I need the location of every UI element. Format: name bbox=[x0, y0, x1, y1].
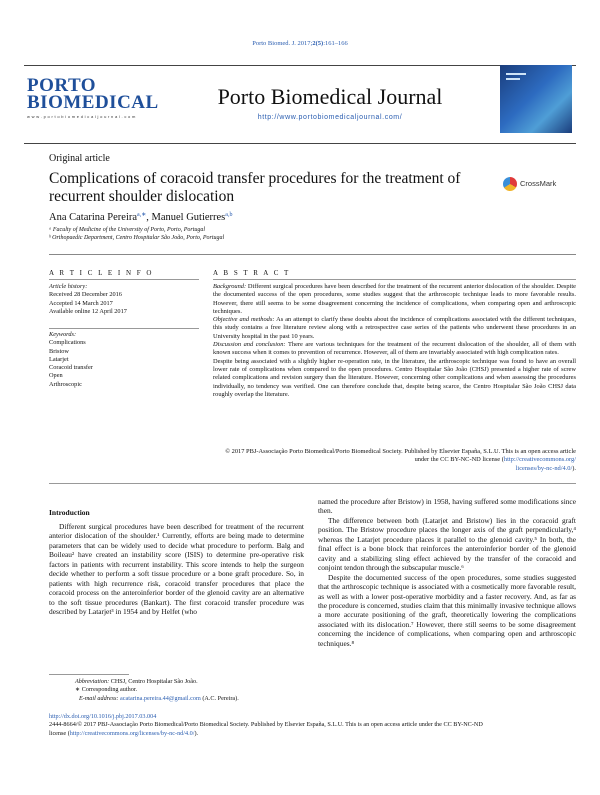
abstract-copyright: © 2017 PBJ-Associação Porto Biomedical/Porto Biomedical Society. Published by Elsevier España, S.L.U. This is an open access article under the CC BY-NC-ND license (http://creativecommons.org/ licenses/by-nc-nd/4.0/). bbox=[225, 448, 576, 472]
journal-url[interactable]: http://www.portobiomedicaljournal.com/ bbox=[257, 114, 403, 121]
footnote-corresponding: ∗ Corresponding author. bbox=[75, 686, 138, 694]
crossmark-badge[interactable] bbox=[503, 177, 573, 193]
abstract-rule bbox=[213, 279, 576, 280]
license-link[interactable]: http://creativecommons.org/licenses/by-nc-nd/4.0/ bbox=[69, 729, 195, 737]
affiliation-b: ᵇ Orthopaedic Department, Centro Hospitalar São João, Porto, Portugal bbox=[49, 235, 225, 241]
history-label: Article history: bbox=[49, 283, 88, 290]
body-column-left bbox=[49, 522, 304, 617]
license-line: 2444-8664/© 2017 PBJ-Associação Porto Biomedical/Porto Biomedical Society. Published by Elsevier España, S.L.U. This is an open access article under the CC BY-NC-ND bbox=[49, 721, 483, 729]
section-heading-introduction: Introduction bbox=[49, 508, 90, 517]
front-matter-rule bbox=[49, 254, 576, 255]
header-rule-top bbox=[24, 65, 576, 66]
license-link[interactable]: licenses/by-nc-nd/4.0/ bbox=[515, 464, 573, 472]
author-name: Ana Catarina Pereira bbox=[49, 212, 138, 223]
author-name: Manuel Gutierres bbox=[151, 212, 226, 223]
keywords bbox=[49, 331, 199, 389]
history-online: Available online 12 April 2017 bbox=[49, 307, 127, 315]
abstract-background: Background: Different surgical procedures have been described for the treatment of the recurrent anterior dislocation of the shoulder. Despite the documented success of the open procedures, some studies suggest that the arthroscopic technique leads to more favorable results. However, there still seems to be some disagreement concerning the incidence of complications, when comparing open and arthroscopic techniques. bbox=[213, 283, 576, 315]
article-info-heading: A R T I C L E I N F O bbox=[49, 269, 154, 277]
article-type: Original article bbox=[49, 153, 110, 164]
body-paragraph: Different surgical procedures have been described for treatment of the recurrent anterior dislocation of the shoulder.¹ Currently, efforts are being made to determine parameters that can be widely used to decide what procedure to perform. Balg and Boileau² have created an instability score (ISIS) to determine pre-operative risk factors in patients with recurrent instability. This score intends to help the surgeon decide whether to perform a soft tissue procedure or a bone graft procedure. So, in patients with high recurrence risk, coracoid transfer procedures that place the coracoid process on the anteroinferior border of the glenoid cavity are an alternative to the soft tissue procedures (Bankart). The first coracoid transfer procedure was described by Latarjet³ in 1954 and by Helfet (who bbox=[49, 522, 304, 617]
abstract-objective: Objective and methods: As an attempt to clarify these doubts about the incidence of complications associated with the different techniques, this study contains a free literature review along with a retrospective case series of the patients who underwent these procedures in an University hospital in the past 10 years. bbox=[213, 316, 576, 340]
author-separator: , bbox=[146, 212, 152, 223]
author-affiliation-mark[interactable]: a,∗ bbox=[137, 212, 147, 218]
affiliation-a: ᵃ Faculty of Medicine of the University of Porto, Porto, Portugal bbox=[49, 227, 206, 233]
keyword-item: Complications bbox=[49, 339, 86, 347]
abstract-heading: A B S T R A C T bbox=[213, 269, 291, 277]
keyword-item: Arthroscopic bbox=[49, 380, 82, 388]
keyword-item: Latarjet bbox=[49, 355, 69, 363]
article-history bbox=[49, 283, 199, 316]
abstract-paragraph-2: Despite being associated with a slightly higher re-operation rate, in the literature, the arthroscopic technique was found to have an overall lower rate of complications when compared to the open procedures. Centro Hospitalar São João (CHSJ) presented a higher rate of screw related complications and revision surgery than the literature. However, concerning other complications and when assessing the procedures individually, no tendency was verified. One can therefore conclude that, despite being scarce, the Centro Hospitalar São João CHSJ data roughly overlap the literature. bbox=[213, 357, 576, 398]
citation-pages[interactable]: :161–166 bbox=[323, 40, 348, 47]
keyword-item: Open bbox=[49, 372, 63, 380]
abstract-rule-bottom bbox=[49, 483, 576, 484]
author-affiliation-mark[interactable]: a,b bbox=[225, 212, 233, 218]
citation-prefix[interactable]: Porto Biomed. J. 2017; bbox=[252, 40, 313, 47]
doi-link[interactable]: http://dx.doi.org/10.1016/j.pbj.2017.03.004 bbox=[49, 713, 157, 720]
body-column-right bbox=[318, 497, 576, 648]
crossmark-icon bbox=[503, 177, 517, 191]
footnote-rule bbox=[49, 674, 129, 675]
article-info-rule bbox=[49, 279, 199, 280]
body-paragraph: The difference between both (Latarjet and Bristow) lies in the coracoid graft position. The Bristow procedure places the longer axis of the graft perpendicularly,⁴ whereas the Latarjet procedure places it parallel to the glenoid cavity.⁵ In both, the final effect is a bone block that reinforces the anteroinferior border of the glenoid cavity and a stabilizing sling effect achieved by the transfer of the coracoid and conjoint tendon through the subscapular muscle.⁶ bbox=[318, 515, 576, 573]
logo-line-2: BIOMEDICAL bbox=[27, 92, 159, 113]
running-citation bbox=[0, 40, 600, 47]
history-accepted: Accepted 14 March 2017 bbox=[49, 299, 113, 307]
footnote-email: E-mail address: acatarina.pereira.44@gmail.com (A.C. Pereira). bbox=[79, 694, 239, 702]
history-rule bbox=[49, 328, 199, 329]
crossmark-label: CrossMark bbox=[520, 179, 557, 188]
keyword-item: Bristow bbox=[49, 347, 69, 355]
logo-line-1: PORTO bbox=[27, 75, 97, 96]
abstract-discussion: Discussion and conclusion: There are various techniques for the treatment of the recurrent dislocation of the shoulder, all of them with known success when it comes to prevention of recurrence. However, all of them are invariably associated with high complication rates. bbox=[213, 341, 576, 357]
license-link[interactable]: http://creativecommons.org/ bbox=[503, 456, 576, 464]
citation-issue[interactable]: 2(5) bbox=[312, 40, 324, 47]
journal-cover-image bbox=[500, 65, 572, 133]
doi-license-block bbox=[49, 713, 576, 738]
keyword-item: Coracoid transfer bbox=[49, 364, 93, 372]
header-rule-bottom bbox=[24, 143, 576, 144]
footnotes bbox=[49, 678, 309, 703]
author-list bbox=[49, 211, 232, 223]
abstract-body bbox=[213, 283, 576, 399]
license-line-2: license (http://creativecommons.org/licenses/by-nc-nd/4.0/). bbox=[49, 729, 199, 737]
history-received: Received 28 December 2016 bbox=[49, 291, 122, 299]
body-paragraph: named the procedure after Bristow) in 1958, having suffered some modifications since then. bbox=[318, 497, 576, 516]
body-paragraph: Despite the documented success of the open procedures, some studies suggested that the arthroscopic technique is associated with a cosmetically more favorable result, as well as with a lower post-operative morbidity and a faster recovery. And, as far as the procedure is concerned, studies claim that this minimally invasive technique allows a more accurate positioning of the graft, theoretically lowering the complications associated with its dislocation.⁷ However, there still seems to be some disagreement concerning the incidence of complications, when comparing open and arthroscopic techniques.⁸ bbox=[318, 572, 576, 648]
email-link[interactable]: acatarina.pereira.44@gmail.com bbox=[118, 694, 201, 702]
journal-title: Porto Biomedical Journal bbox=[217, 84, 443, 109]
footnote-abbreviation: Abbreviation: CHSJ, Centro Hospitalar São João. bbox=[75, 678, 198, 685]
journal-logo bbox=[27, 75, 159, 121]
keywords-label: Keywords: bbox=[49, 331, 77, 338]
logo-tagline: w w w . p o r t o b i o m e d i c a l j o u r n a l . c o m bbox=[27, 114, 136, 119]
article-title: Complications of coracoid transfer procedures for the treatment of recurrent shoulder dislocation bbox=[49, 170, 461, 205]
